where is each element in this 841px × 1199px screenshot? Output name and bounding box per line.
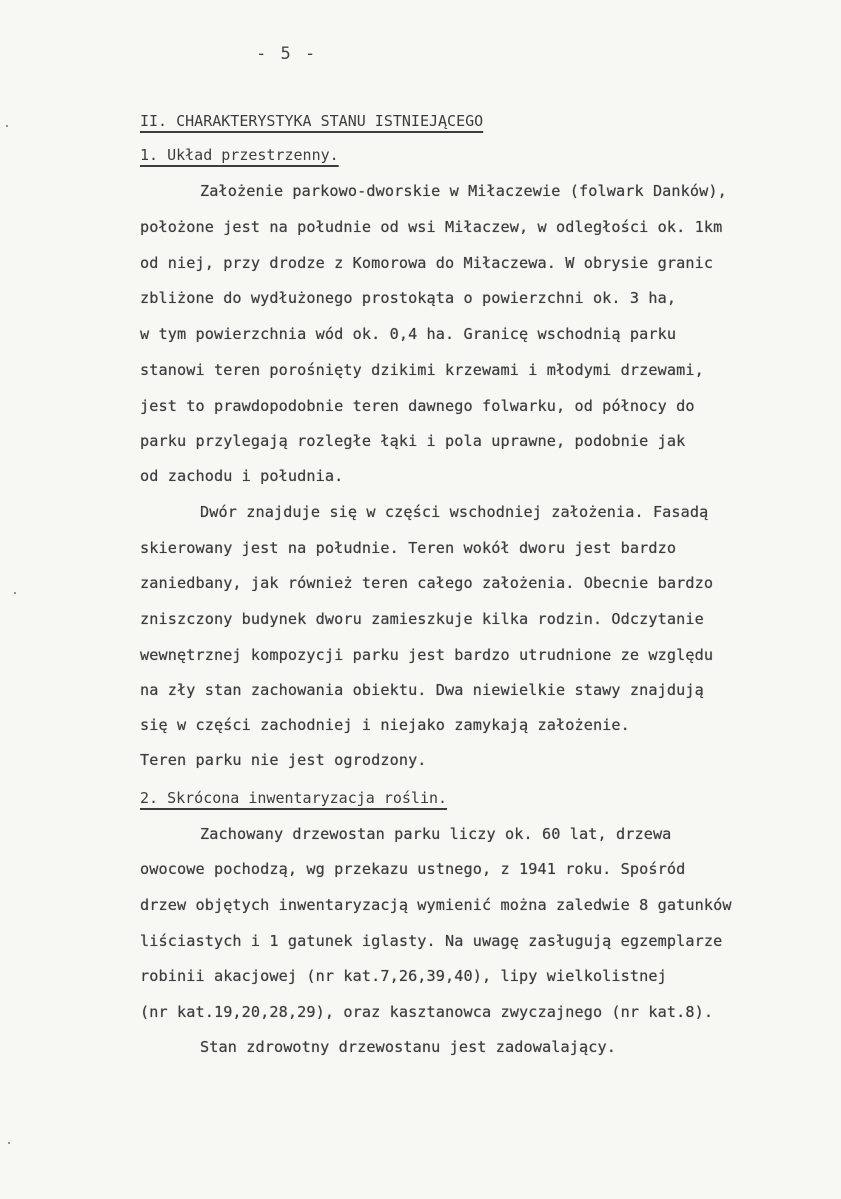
margin-mark <box>8 1142 10 1144</box>
text-line: na zły stan zachowania obiektu. Dwa niewielkie stawy znajdują <box>140 681 704 699</box>
text-line: stanowi teren porośnięty dzikimi krzewami i młodymi drzewami, <box>140 361 704 379</box>
text-line: od niej, przy drodze z Komorowa do Miłaczewa. W obrysie granic <box>140 254 714 272</box>
margin-mark <box>14 592 16 594</box>
text-line: owocowe pochodzą, wg przekazu ustnego, z 1941 roku. Spośród <box>140 860 686 878</box>
text-line: zbliżone do wydłużonego prostokąta o powierzchni ok. 3 ha, <box>140 289 677 307</box>
margin-mark <box>6 125 8 127</box>
text-line: Stan zdrowotny drzewostanu jest zadowalający. <box>200 1038 616 1056</box>
text-line: drzew objętych inwentaryzacją wymienić można zaledwie 8 gatunków <box>140 896 732 914</box>
text-line: liściastych i 1 gatunek iglasty. Na uwagę zasługują egzemplarze <box>140 932 723 950</box>
text-line: Teren parku nie jest ogrodzony. <box>140 751 427 769</box>
text-line: robinii akacjowej (nr kat.7,26,39,40), lipy wielkolistnej <box>140 967 667 985</box>
text-line: Dwór znajduje się w części wschodniej założenia. Fasadą <box>200 503 709 521</box>
text-line: położone jest na południe od wsi Miłaczew, w odległości ok. 1km <box>140 218 723 236</box>
text-line: Zachowany drzewostan parku liczy ok. 60 lat, drzewa <box>200 825 672 843</box>
subsection-2-title: 2. Skrócona inwentaryzacja roślin. <box>140 789 448 807</box>
text-line: od zachodu i południa. <box>140 467 344 485</box>
section-title: II. CHARAKTERYSTYKA STANU ISTNIEJĄCEGO <box>140 112 484 130</box>
text-line: wewnętrznej kompozycji parku jest bardzo utrudnione ze względu <box>140 646 714 664</box>
text-line: Założenie parkowo-dworskie w Miłaczewie (folwark Danków), <box>200 182 727 200</box>
text-line: zniszczony budynek dworu zamieszkuje kilka rodzin. Odczytanie <box>140 610 704 628</box>
text-line: jest to prawdopodobnie teren dawnego folwarku, od północy do <box>140 397 695 415</box>
text-line: w tym powierzchnia wód ok. 0,4 ha. Granicę wschodnią parku <box>140 325 677 343</box>
text-line: skierowany jest na południe. Teren wokół dworu jest bardzo <box>140 539 677 557</box>
page-number: - 5 - <box>256 44 318 64</box>
text-line: zaniedbany, jak również teren całego założenia. Obecnie bardzo <box>140 574 714 592</box>
text-line: (nr kat.19,20,28,29), oraz kasztanowca zwyczajnego (nr kat.8). <box>140 1003 714 1021</box>
text-line: parku przylegają rozległe łąki i pola uprawne, podobnie jak <box>140 432 686 450</box>
subsection-1-title: 1. Układ przestrzenny. <box>140 146 339 164</box>
text-line: się w części zachodniej i niejako zamykają założenie. <box>140 716 630 734</box>
